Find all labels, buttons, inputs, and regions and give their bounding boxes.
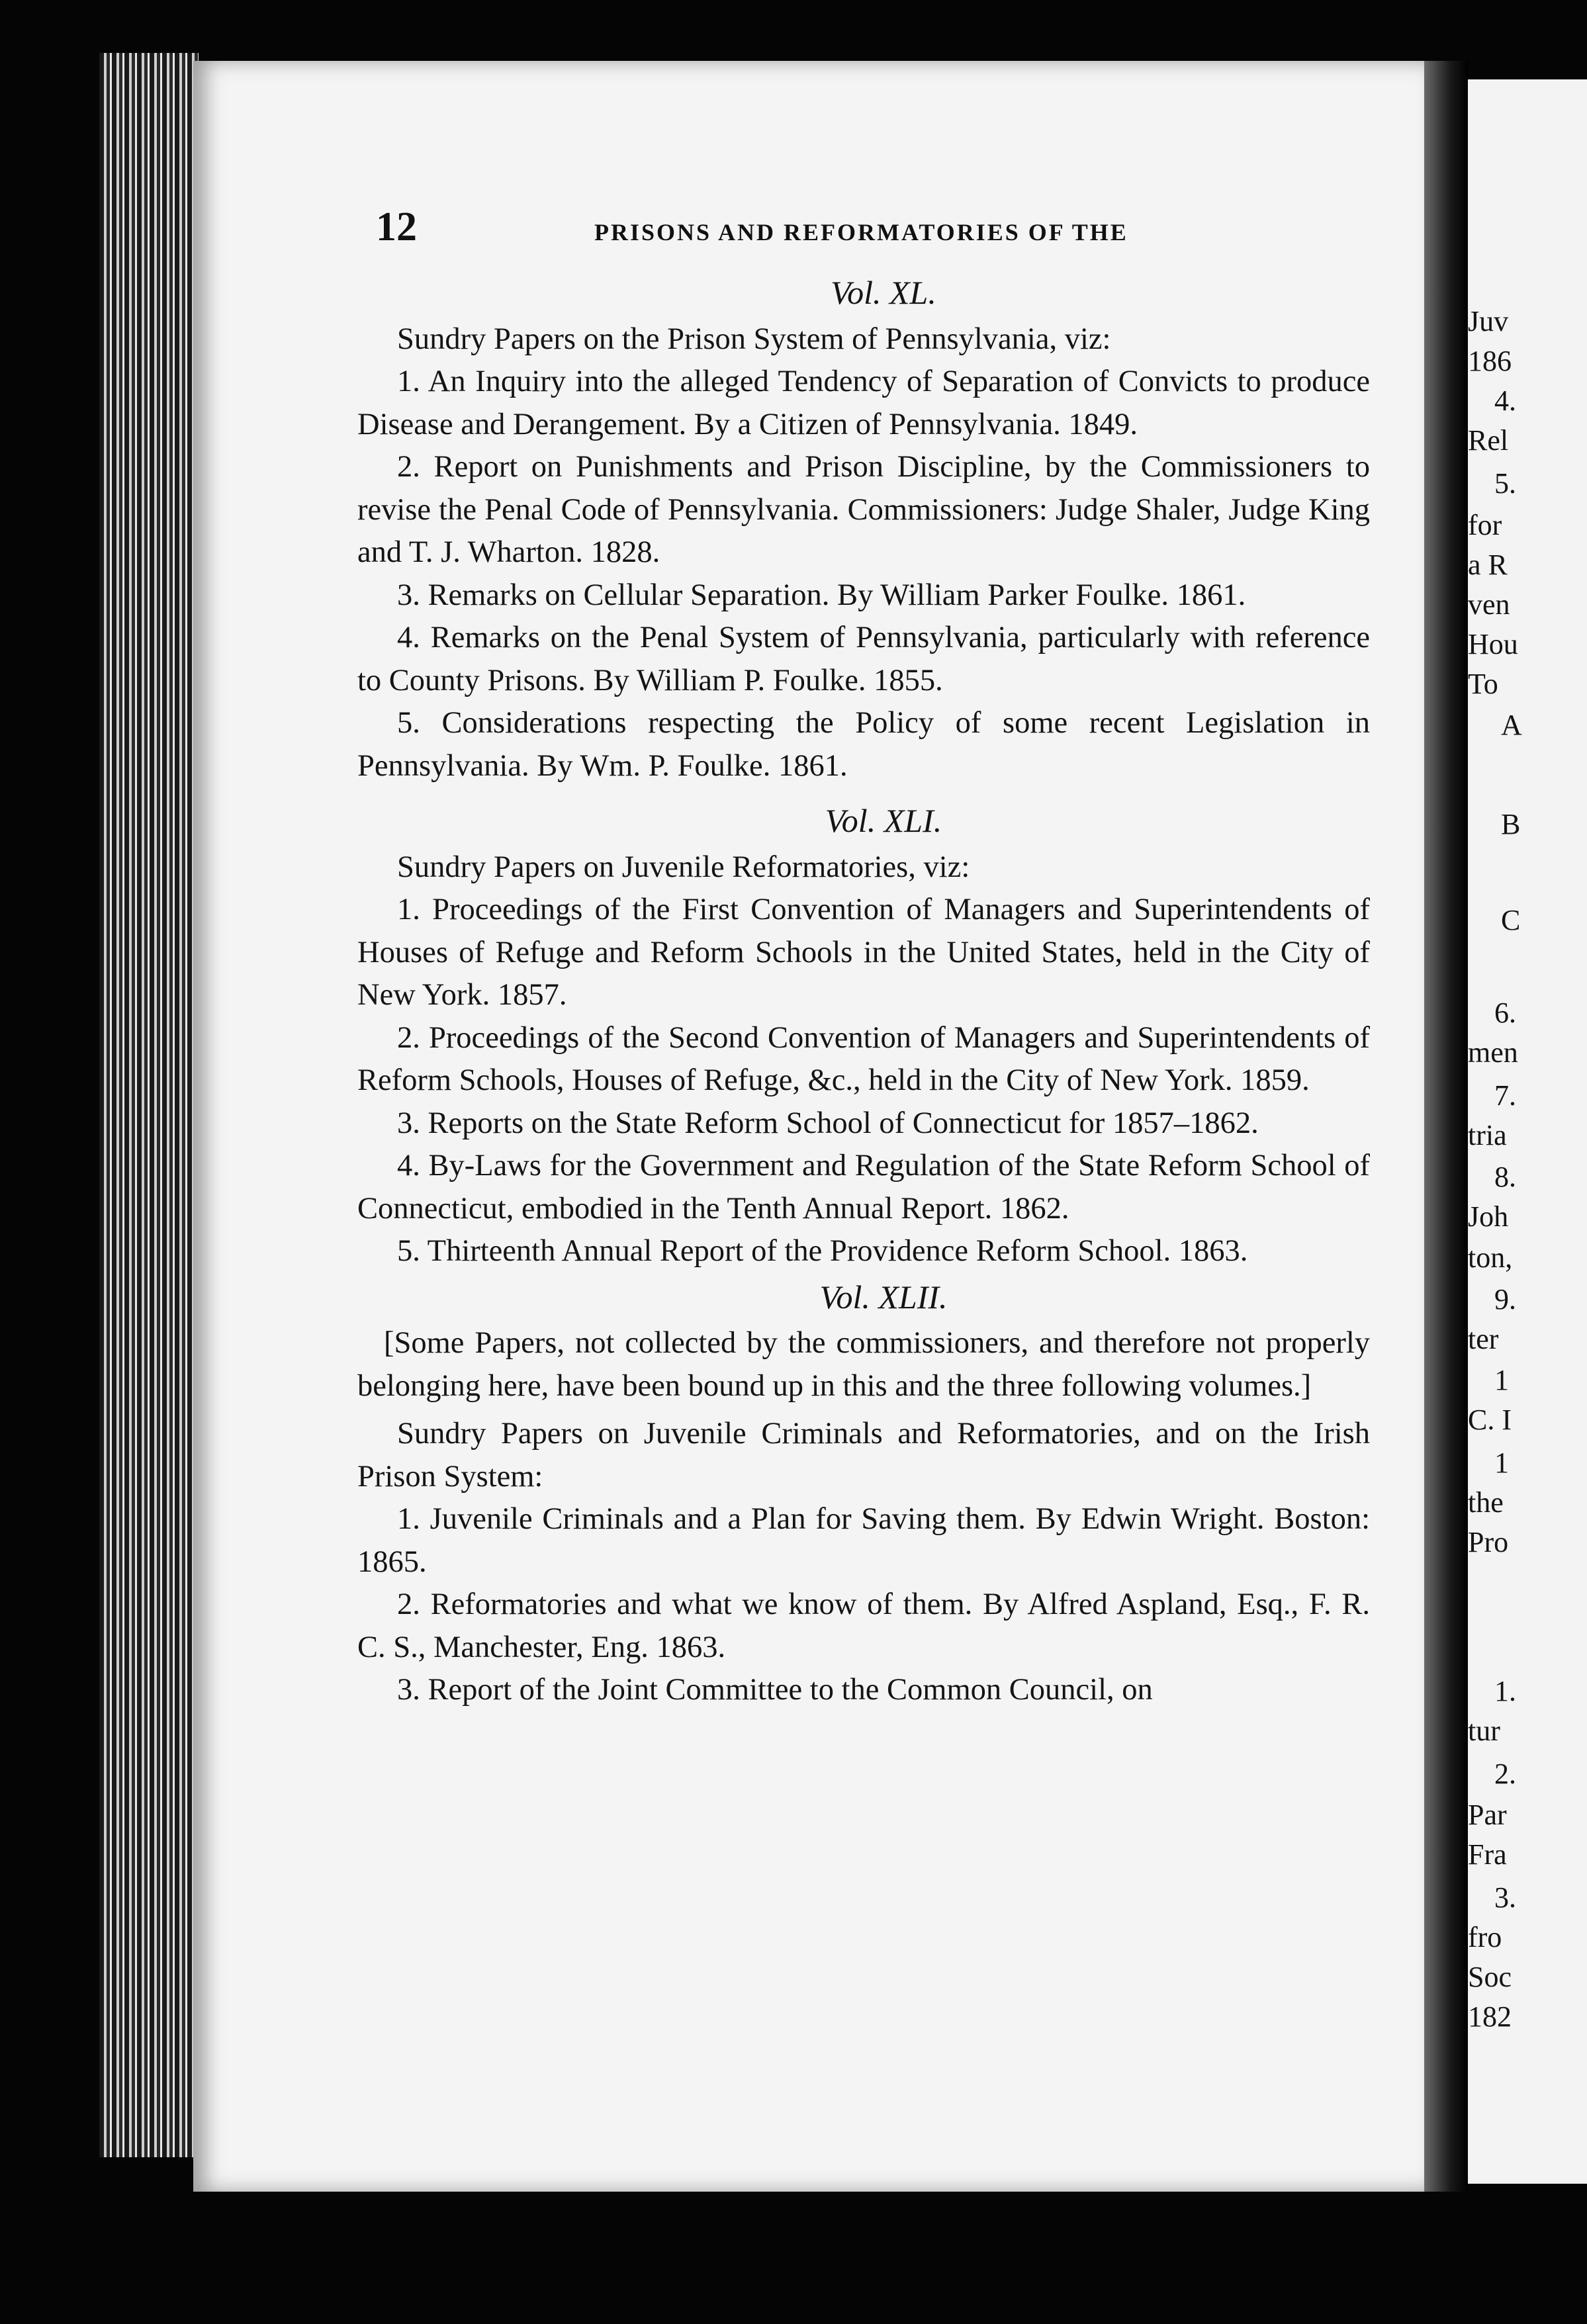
facing-fragment: 4. [1494,384,1516,417]
facing-fragment: Pro [1468,1526,1509,1558]
facing-fragment: the [1468,1486,1504,1519]
facing-fragment: tur [1468,1715,1500,1747]
facing-fragment: B [1501,808,1521,840]
volume-heading: Vol. XLI. [825,802,942,839]
facing-fragment: 2. [1494,1758,1516,1790]
list-item: 1. An Inquiry into the alleged Tendency of Separation of Convicts to produce Disease and Derangement. By a Citizen of Pennsylvania. 1849. [357,365,1370,441]
facing-fragment: 182 [1468,2000,1512,2033]
facing-fragment: tria [1468,1119,1507,1151]
facing-fragment: Par [1468,1799,1507,1831]
book-gutter [1424,61,1468,2192]
facing-fragment: Joh [1468,1200,1509,1233]
volume-heading: Vol. XL. [831,274,936,311]
section-intro: Sundry Papers on the Prison System of Pennsylvania, viz: [397,322,1111,356]
facing-fragment: 8. [1494,1161,1516,1193]
page-body [357,270,1370,1712]
list-item: 4. By-Laws for the Government and Regulation of the State Reform School of Connecticut, embodied in the Tenth Annual Report. 1862. [357,1149,1370,1226]
list-item: 2. Report on Punishments and Prison Discipline, by the Commissioners to revise the Penal Code of Pennsylvania. Commissioners: Judge Shaler, Judge King and T. J. Wharton. 1828. [357,450,1370,569]
section-intro: Sundry Papers on Juvenile Reformatories, viz: [397,850,970,884]
facing-fragment: Juv [1468,305,1509,337]
list-item: 1. Proceedings of the First Convention of Managers and Superintendents of Houses of Refuge and Reform Schools in the United States, held in the City of New York. 1857. [357,893,1370,1012]
facing-fragment: Fra [1468,1838,1507,1871]
facing-fragment: 1 [1494,1364,1509,1396]
list-item: 5. Thirteenth Annual Report of the Providence Reform School. 1863. [397,1234,1248,1268]
list-item: 5. Considerations respecting the Policy of some recent Legislation in Pennsylvania. By Wm. P. Foulke. 1861. [357,706,1370,783]
facing-fragment: Soc [1468,1961,1512,1993]
facing-fragment: fro [1468,1921,1502,1953]
facing-fragment: 1. [1494,1675,1516,1707]
list-item: 3. Reports on the State Reform School of Connecticut for 1857–1862. [397,1106,1259,1140]
facing-fragment: 1 [1494,1447,1509,1479]
facing-fragment: ter [1468,1323,1499,1355]
facing-fragment: 3. [1494,1881,1516,1914]
facing-fragment: ton, [1468,1241,1513,1274]
facing-fragment: 5. [1494,467,1516,500]
list-item: 4. Remarks on the Penal System of Pennsylvania, particularly with reference to County Prisons. By William P. Foulke. 1855. [357,621,1370,697]
running-head-title: PRISONS AND REFORMATORIES OF THE [594,219,1128,246]
facing-fragment: Hou [1468,628,1518,660]
facing-fragment: Rel [1468,424,1509,457]
facing-fragment: a R [1468,549,1508,581]
facing-fragment: C [1501,904,1521,936]
facing-fragment: C. I [1468,1404,1512,1436]
page-stack-edges [99,53,199,2157]
list-item: 3. Report of the Joint Committee to the Common Council, on [397,1673,1153,1707]
facing-fragment: for [1468,509,1502,541]
page-number: 12 [376,204,417,249]
facing-fragment: 9. [1494,1283,1516,1316]
section-intro: Sundry Papers on Juvenile Criminals and Reformatories, and on the Irish Prison System: [357,1417,1370,1494]
facing-fragment: ven [1468,588,1510,621]
bracketed-note: [Some Papers, not collected by the commissioners, and therefore not properly belonging here, have been bound up in this and the three following volumes.] [357,1326,1370,1403]
list-item: 1. Juvenile Criminals and a Plan for Saving them. By Edwin Wright. Boston: 1865. [357,1502,1370,1579]
facing-fragment: men [1468,1036,1518,1069]
running-head [376,204,1355,258]
facing-fragment: To [1468,668,1498,700]
list-item: 2. Proceedings of the Second Convention of Managers and Superintendents of Reform Schools, Houses of Refuge, &c., held in the City of New York. 1859. [357,1020,1370,1097]
facing-page [1468,79,1587,2184]
facing-fragment: 7. [1494,1079,1516,1112]
facing-fragment: 186 [1468,345,1512,377]
facing-fragment: A [1501,709,1522,741]
list-item: 3. Remarks on Cellular Separation. By William Parker Foulke. 1861. [397,578,1246,612]
facing-fragment: 6. [1494,997,1516,1029]
volume-heading: Vol. XLII. [819,1278,948,1316]
list-item: 2. Reformatories and what we know of them. By Alfred Aspland, Esq., F. R. C. S., Manchester, Eng. 1863. [357,1587,1370,1664]
